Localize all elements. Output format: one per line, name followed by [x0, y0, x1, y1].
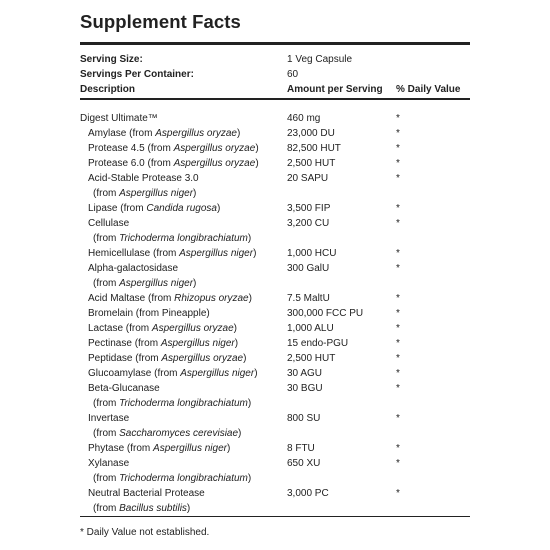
ingredient-name — [80, 441, 230, 456]
ingredient-amount: 300,000 FCC PU — [287, 308, 364, 319]
ingredient-row — [80, 261, 470, 276]
ingredient-dv: * — [396, 143, 400, 154]
ingredient-source-prefix: (from — [93, 188, 120, 199]
ingredient-amount: 23,000 DU — [287, 128, 335, 139]
ingredient-amount: 20 SAPU — [287, 173, 329, 184]
ingredient-amount: 15 endo-PGU — [287, 338, 349, 349]
ingredient-source-row — [80, 426, 470, 441]
ingredient-row — [80, 411, 470, 426]
ingredient-source: Aspergillus oryzae — [151, 323, 234, 334]
ingredient-dv: * — [396, 338, 400, 349]
ingredient-source-line — [80, 426, 241, 441]
ingredient-amount: 300 GalU — [287, 263, 330, 274]
ingredient-dv: * — [396, 308, 400, 319]
ingredient-row — [80, 456, 470, 471]
ingredient-amount: 1,000 ALU — [287, 323, 334, 334]
serving-size-value: 1 Veg Capsule — [287, 54, 353, 65]
ingredient-source-line — [80, 396, 251, 411]
ingredient-name-text: Protease 4.5 (from — [88, 143, 174, 154]
ingredient-name — [80, 381, 160, 396]
ingredient-name-close: ) — [247, 233, 252, 244]
ingredient-name — [80, 156, 259, 171]
servings-per-container-row — [80, 67, 470, 82]
ingredient-dv: * — [396, 443, 400, 454]
ingredient-row — [80, 201, 470, 216]
ingredient-source-line — [80, 501, 190, 516]
ingredient-name-text: Phytase (from — [88, 443, 154, 454]
ingredient-name-text: Neutral Bacterial Protease — [88, 488, 205, 499]
ingredient-name-close: ) — [233, 323, 237, 334]
ingredient-source-prefix: (from — [93, 278, 120, 289]
ingredient-row — [80, 156, 470, 171]
ingredient-amount: 800 SU — [287, 413, 321, 424]
serving-size-label: Serving Size: — [80, 54, 143, 65]
ingredient-name — [80, 351, 246, 366]
column-header-row — [80, 82, 470, 97]
ingredient-amount: 1,000 HCU — [287, 248, 337, 259]
column-header-dv: % Daily Value — [396, 84, 461, 95]
ingredient-source: Trichoderma longibrachiatum — [119, 398, 248, 409]
ingredient-dv: * — [396, 413, 400, 424]
ingredient-name-close: ) — [226, 443, 231, 454]
ingredient-row — [80, 366, 470, 381]
ingredient-dv: * — [396, 488, 400, 499]
ingredient-source: Aspergillus niger — [179, 248, 254, 259]
ingredient-name-text: Pectinase (from — [88, 338, 161, 349]
ingredient-name-text: Alpha-galactosidase — [88, 263, 179, 274]
ingredient-name — [80, 171, 199, 186]
ingredient-name — [80, 411, 129, 426]
ingredient-name-text: Peptidase (from — [88, 353, 162, 364]
ingredient-row — [80, 246, 470, 261]
ingredient-source-row — [80, 276, 470, 291]
ingredient-name-text: Glucoamylase (from — [88, 368, 181, 379]
ingredient-name — [80, 366, 258, 381]
ingredient-row — [80, 141, 470, 156]
column-header-amount: Amount per Serving — [287, 84, 383, 95]
ingredient-source: Trichoderma longibrachiatum — [119, 233, 248, 244]
ingredient-name-text: Lactase (from — [88, 323, 152, 334]
ingredient-source-row — [80, 396, 470, 411]
ingredient-name-close: ) — [236, 128, 241, 139]
ingredient-source: Saccharomyces cerevisiae — [119, 428, 239, 439]
ingredient-name — [80, 486, 205, 501]
ingredient-source-line — [80, 471, 251, 486]
ingredient-dv: * — [396, 248, 400, 259]
ingredient-source: Aspergillus oryzae — [155, 128, 237, 139]
ingredient-source: Rhizopus oryzae — [174, 293, 249, 304]
ingredient-dv: * — [396, 323, 400, 334]
ingredient-name-close: ) — [247, 473, 252, 484]
ingredient-source-row — [80, 471, 470, 486]
ingredient-source: Aspergillus niger — [153, 443, 227, 454]
ingredient-amount: 650 XU — [287, 458, 321, 469]
footnote: * Daily Value not established. — [80, 527, 210, 538]
ingredient-source-prefix: (from — [93, 503, 120, 514]
ingredient-name-text: Protease 6.0 (from — [88, 158, 174, 169]
ingredient-name — [80, 336, 238, 351]
ingredient-source-line — [80, 186, 196, 201]
ingredient-name — [80, 141, 259, 156]
ingredient-name-close: ) — [234, 338, 239, 349]
ingredient-row — [80, 381, 470, 396]
ingredient-amount: 7.5 MaltU — [287, 293, 330, 304]
ingredient-name-text: Cellulase — [88, 218, 130, 229]
ingredient-source: Aspergillus oryzae — [161, 353, 244, 364]
ingredient-source-line — [80, 276, 196, 291]
servings-per-container-label: Servings Per Container: — [80, 69, 194, 80]
ingredient-row — [80, 171, 470, 186]
ingredient-name-text: Xylanase — [88, 458, 130, 469]
ingredient-name-close: ) — [216, 203, 221, 214]
ingredient-name-text: Acid Maltase (from — [88, 293, 175, 304]
ingredient-dv: * — [396, 218, 400, 229]
ingredient-name-close: ) — [255, 143, 259, 154]
ingredient-source-line — [80, 231, 251, 246]
ingredient-source-row — [80, 231, 470, 246]
ingredient-name-text: Invertase — [88, 413, 130, 424]
product-dv: * — [396, 113, 400, 124]
product-row — [80, 111, 470, 126]
ingredient-source: Aspergillus oryzae — [173, 143, 256, 154]
serving-size-row — [80, 52, 470, 67]
ingredient-name — [80, 246, 256, 261]
ingredient-name-close: ) — [253, 248, 257, 259]
ingredient-source-row — [80, 186, 470, 201]
ingredient-name-text: Beta-Glucanase — [88, 383, 160, 394]
ingredient-source: Aspergillus niger — [160, 338, 235, 349]
ingredient-dv: * — [396, 158, 400, 169]
header-divider — [80, 98, 470, 100]
ingredient-amount: 2,500 HUT — [287, 158, 336, 169]
ingredient-source: Trichoderma longibrachiatum — [119, 473, 248, 484]
ingredient-amount: 3,500 FIP — [287, 203, 331, 214]
servings-per-container-value: 60 — [287, 69, 299, 80]
ingredient-source: Aspergillus niger — [119, 188, 194, 199]
ingredient-dv: * — [396, 128, 400, 139]
ingredient-amount: 82,500 HUT — [287, 143, 341, 154]
ingredient-row — [80, 336, 470, 351]
ingredient-source: Aspergillus niger — [180, 368, 255, 379]
ingredient-source: Aspergillus niger — [119, 278, 194, 289]
ingredient-dv: * — [396, 368, 400, 379]
ingredient-source-prefix: (from — [93, 473, 120, 484]
ingredient-name-close: ) — [254, 368, 258, 379]
ingredient-name — [80, 291, 252, 306]
ingredient-dv: * — [396, 353, 400, 364]
ingredient-name — [80, 261, 178, 276]
ingredient-source: Candida rugosa — [146, 203, 217, 214]
ingredient-name-close: ) — [247, 398, 252, 409]
ingredient-name-close: ) — [248, 293, 252, 304]
ingredient-name-close: ) — [243, 353, 247, 364]
panel-title: Supplement Facts — [80, 11, 241, 32]
ingredient-source: Aspergillus oryzae — [173, 158, 256, 169]
ingredient-source: Bacillus subtilis — [119, 503, 187, 514]
ingredient-dv: * — [396, 173, 400, 184]
ingredient-name-text: Acid-Stable Protease 3.0 — [88, 173, 199, 184]
column-header-description: Description — [80, 84, 136, 95]
ingredient-name-close: ) — [255, 158, 259, 169]
ingredient-name-text: Lipase (from — [88, 203, 147, 214]
ingredient-dv: * — [396, 263, 400, 274]
ingredient-amount: 30 BGU — [287, 383, 323, 394]
ingredient-row — [80, 126, 470, 141]
ingredient-name-text: Amylase (from — [88, 128, 156, 139]
ingredient-row — [80, 291, 470, 306]
ingredient-source-prefix: (from — [93, 233, 120, 244]
ingredient-name-close: ) — [238, 428, 242, 439]
ingredient-name — [80, 306, 210, 321]
ingredient-row — [80, 486, 470, 501]
ingredient-name-text: Hemicellulase (from — [88, 248, 180, 259]
ingredient-name — [80, 216, 129, 231]
ingredient-amount: 2,500 HUT — [287, 353, 336, 364]
ingredient-name-text: Bromelain (from Pineapple) — [88, 308, 210, 319]
ingredient-amount: 30 AGU — [287, 368, 323, 379]
top-divider — [80, 42, 470, 45]
ingredient-dv: * — [396, 203, 400, 214]
ingredient-name-close: ) — [193, 278, 197, 289]
ingredient-source-row — [80, 501, 470, 516]
ingredient-name — [80, 126, 240, 141]
ingredient-name — [80, 321, 237, 336]
ingredient-name-close: ) — [186, 503, 191, 514]
ingredient-name — [80, 456, 129, 471]
ingredient-amount: 8 FTU — [287, 443, 315, 454]
ingredient-dv: * — [396, 383, 400, 394]
ingredient-source-prefix: (from — [93, 428, 120, 439]
ingredient-amount: 3,000 PC — [287, 488, 329, 499]
ingredient-row — [80, 306, 470, 321]
ingredient-source-prefix: (from — [93, 398, 120, 409]
ingredient-row — [80, 351, 470, 366]
bottom-divider — [80, 516, 470, 517]
ingredient-name — [80, 201, 220, 216]
ingredient-dv: * — [396, 293, 400, 304]
product-amount: 460 mg — [287, 113, 321, 124]
ingredient-dv: * — [396, 458, 400, 469]
ingredient-row — [80, 441, 470, 456]
ingredient-name-close: ) — [193, 188, 197, 199]
product-name: Digest Ultimate™ — [80, 113, 158, 124]
ingredient-amount: 3,200 CU — [287, 218, 330, 229]
supplement-facts-panel — [80, 0, 470, 550]
ingredient-row — [80, 216, 470, 231]
ingredient-row — [80, 321, 470, 336]
